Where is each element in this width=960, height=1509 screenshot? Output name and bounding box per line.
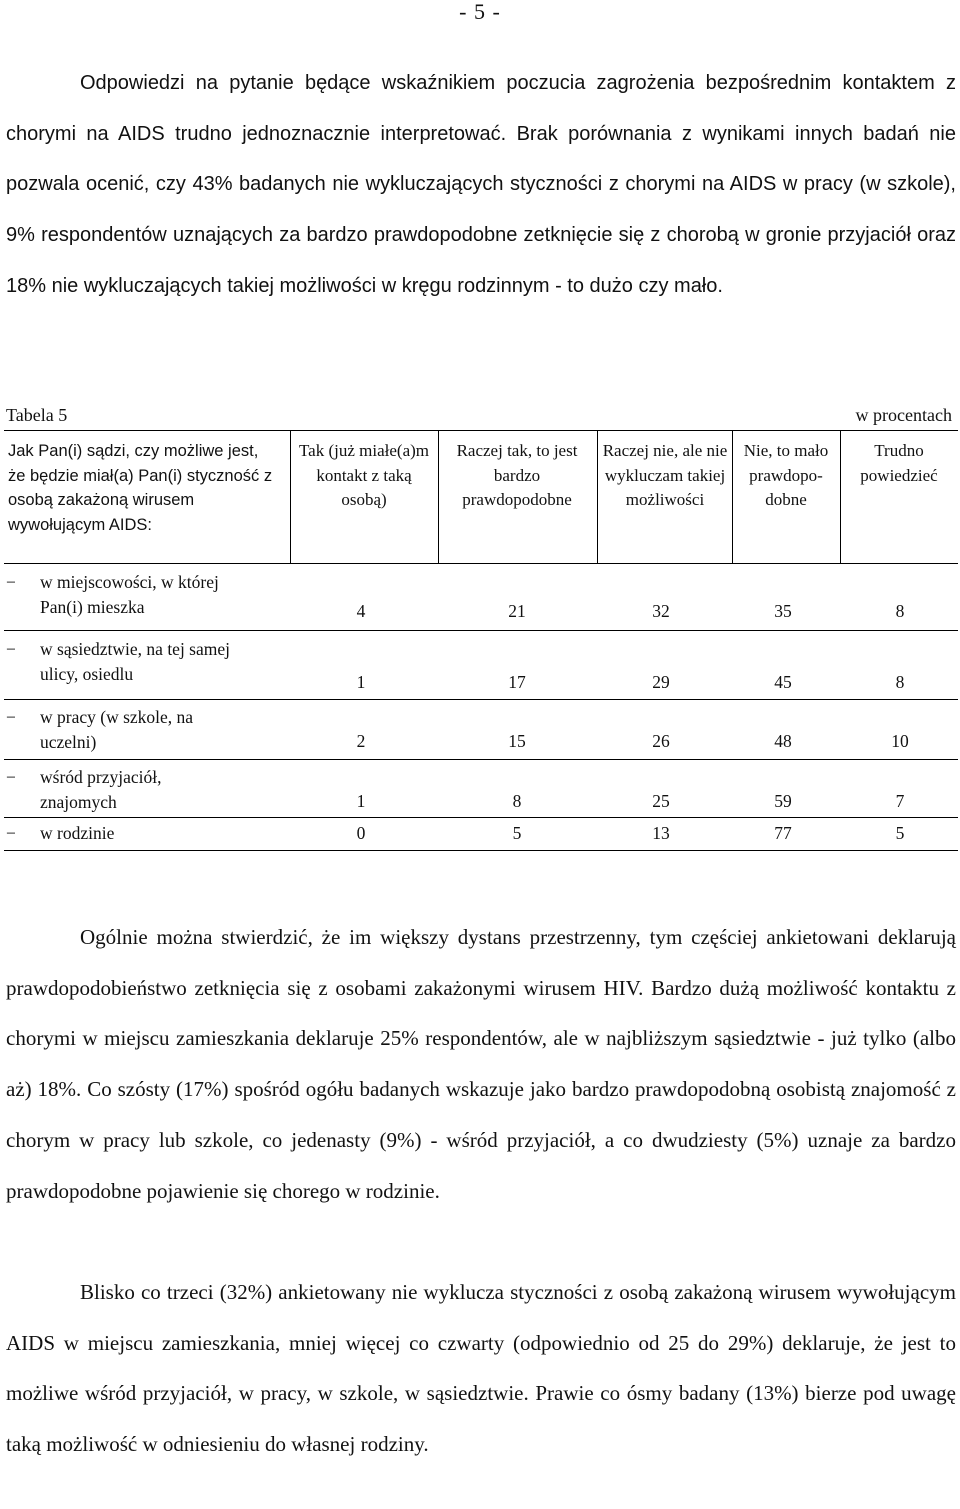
page-number: - 5 - <box>459 0 501 24</box>
paragraph-intro: Odpowiedzi na pytanie będące wskaźnikiem poczucia zagrożenia bezpośrednim kontaktem z chorymi na AIDS trudno jednoznacznie interpretować. Brak porównania z wynikami innych badań nie pozwala ocenić, czy 43% badanych nie wykluczających styczności z chorymi na AIDS w pracy (w szkole), 9% respondentów uznających za bardzo prawdopodobne zetknięcie się z chorobą w gronie przyjaciół oraz 18% nie wykluczających takiej możliwości w kręgu rodzinnym - to dużo czy mało. <box>6 72 956 297</box>
table-cell: 5 <box>895 823 905 843</box>
table-cell: 17 <box>508 672 526 692</box>
column-header-rather-yes: Raczej tak, to jest bardzo prawdopodobne <box>456 441 578 509</box>
dash-marker: − <box>6 707 16 727</box>
table-question: Jak Pan(i) sądzi, czy możliwe jest, że będzie miał(a) Pan(i) styczność z osobą zakażoną wirusem wywołującym AIDS: <box>8 442 273 534</box>
dash-marker: − <box>6 823 16 843</box>
dash-marker: − <box>6 572 16 592</box>
table-cell: 77 <box>774 823 792 843</box>
table-cell: 15 <box>508 731 526 751</box>
table-cell: 29 <box>652 672 670 692</box>
paragraph-conclusion: Blisko co trzeci (32%) ankietowany nie wyklucza styczności z osobą zakażoną wirusem wywołującym AIDS w miejscu zamieszkania, mniej więcej co czwarty (odpowiednio od 25 do 29%) deklaruje, że jest to możliwe wśród przyjaciół, w pracy, w szkole, w sąsiedztwie. Prawie co ósmy badany (13%) bierze pod uwagę taką możliwość w odniesieniu do własnej rodziny. <box>6 1280 956 1457</box>
table-row <box>4 818 958 850</box>
table-cell: 1 <box>356 672 366 692</box>
table-cell: 48 <box>774 731 792 751</box>
row-label: − wśród przyjaciół, znajomych <box>6 767 162 812</box>
survey-table <box>4 430 958 851</box>
table-unit-label: w procentach <box>855 405 952 425</box>
table-cell: 13 <box>652 823 670 843</box>
table-cell: 32 <box>652 601 670 621</box>
table-cell: 35 <box>774 601 792 621</box>
table-row <box>4 564 958 630</box>
table-cell: 1 <box>356 791 366 811</box>
row-label: − w sąsiedztwie, na tej samej ulicy, osiedlu <box>6 639 231 684</box>
column-header-yes: Tak (już miałe(a)m kontakt z taką osobą) <box>298 441 430 509</box>
table-cell: 8 <box>895 672 905 692</box>
table-header <box>4 431 958 563</box>
table-cell: 45 <box>774 672 792 692</box>
row-label: − w miejscowości, w której Pan(i) mieszka <box>6 572 219 617</box>
table-cell: 5 <box>512 823 522 843</box>
dash-marker: − <box>6 767 16 787</box>
table-row <box>4 631 958 699</box>
table-cell: 8 <box>512 791 522 811</box>
dash-marker: − <box>6 639 16 659</box>
row-label: − w rodzinie <box>6 821 114 846</box>
column-header-no: Nie, to mało prawdopo-dobne <box>743 441 829 509</box>
column-header-hard-to-say: Trudno powiedzieć <box>860 441 938 485</box>
table-cell: 0 <box>356 823 366 843</box>
table-cell: 21 <box>508 601 526 621</box>
table-cell: 10 <box>891 731 909 751</box>
table-cell: 4 <box>356 601 366 621</box>
table-cell: 59 <box>774 791 792 811</box>
table-cell: 7 <box>895 791 905 811</box>
paragraph-summary: Ogólnie można stwierdzić, że im większy dystans przestrzenny, tym częściej ankietowani deklarują prawdopodobieństwo zetknięcia się z osobami zakażonymi wirusem HIV. Bardzo dużą możliwość kontaktu z chorymi w miejscu zamieszkania deklaruje 25% respondentów, ale w najbliższym sąsiedztwie - już tylko (albo aż) 18%. Co szósty (17%) spośród ogółu badanych wskazuje jako bardzo prawdopodobną osobistą znajomość z chorym w pracy lub szkole, co jedenasty (9%) - wśród przyjaciół, a co dwudziesty (5%) uznaje za bardzo prawdopodobne pojawienie się chorego w rodzinie. <box>6 925 956 1203</box>
column-header-rather-no: Raczej nie, ale nie wykluczam takiej możliwości <box>602 441 728 509</box>
table-cell: 26 <box>652 731 670 751</box>
table-cell: 8 <box>895 601 905 621</box>
table-row <box>4 760 958 817</box>
table-cell: 25 <box>652 791 670 811</box>
table-row <box>4 700 958 759</box>
row-label: − w pracy (w szkole, na uczelni) <box>6 707 194 752</box>
table-caption: Tabela 5 <box>6 405 68 425</box>
table-cell: 2 <box>356 731 366 751</box>
